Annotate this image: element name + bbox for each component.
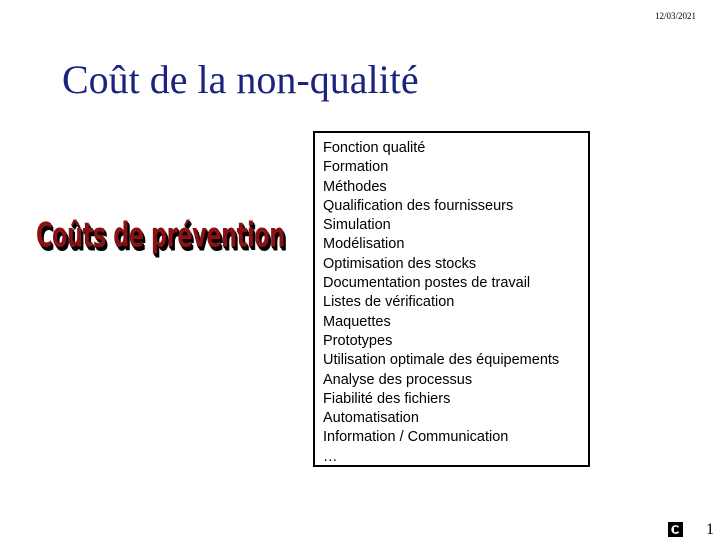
category-label: Coûts de prévention — [36, 215, 285, 256]
list-item: Analyse des processus — [323, 371, 473, 388]
back-navigation-button[interactable] — [668, 522, 683, 537]
list-item: … — [323, 448, 338, 465]
list-item: Modélisation — [323, 236, 405, 253]
list-item: Prototypes — [323, 332, 393, 349]
list-item: Documentation postes de travail — [323, 275, 531, 292]
list-item: Optimisation des stocks — [323, 255, 477, 272]
prevention-items-box — [313, 131, 590, 467]
slide-date: 12/03/2021 — [654, 11, 696, 21]
slide-title: Coût de la non-qualité — [62, 57, 419, 102]
back-arrow-icon — [669, 523, 682, 536]
list-item: Listes de vérification — [323, 294, 455, 311]
list-item: Automatisation — [323, 410, 419, 427]
prevention-items-list — [323, 139, 588, 467]
list-item: Maquettes — [323, 313, 391, 330]
list-item: Fonction qualité — [323, 140, 426, 156]
page-number: 1 — [706, 521, 714, 538]
list-item: Qualification des fournisseurs — [323, 197, 514, 214]
list-item: Information / Communication — [323, 429, 509, 446]
list-item: Utilisation optimale des équipements — [323, 352, 560, 369]
list-item: Simulation — [323, 217, 391, 234]
list-item: Méthodes — [323, 178, 387, 195]
list-item: Formation — [323, 159, 389, 176]
list-item: Fiabilité des fichiers — [323, 390, 451, 407]
